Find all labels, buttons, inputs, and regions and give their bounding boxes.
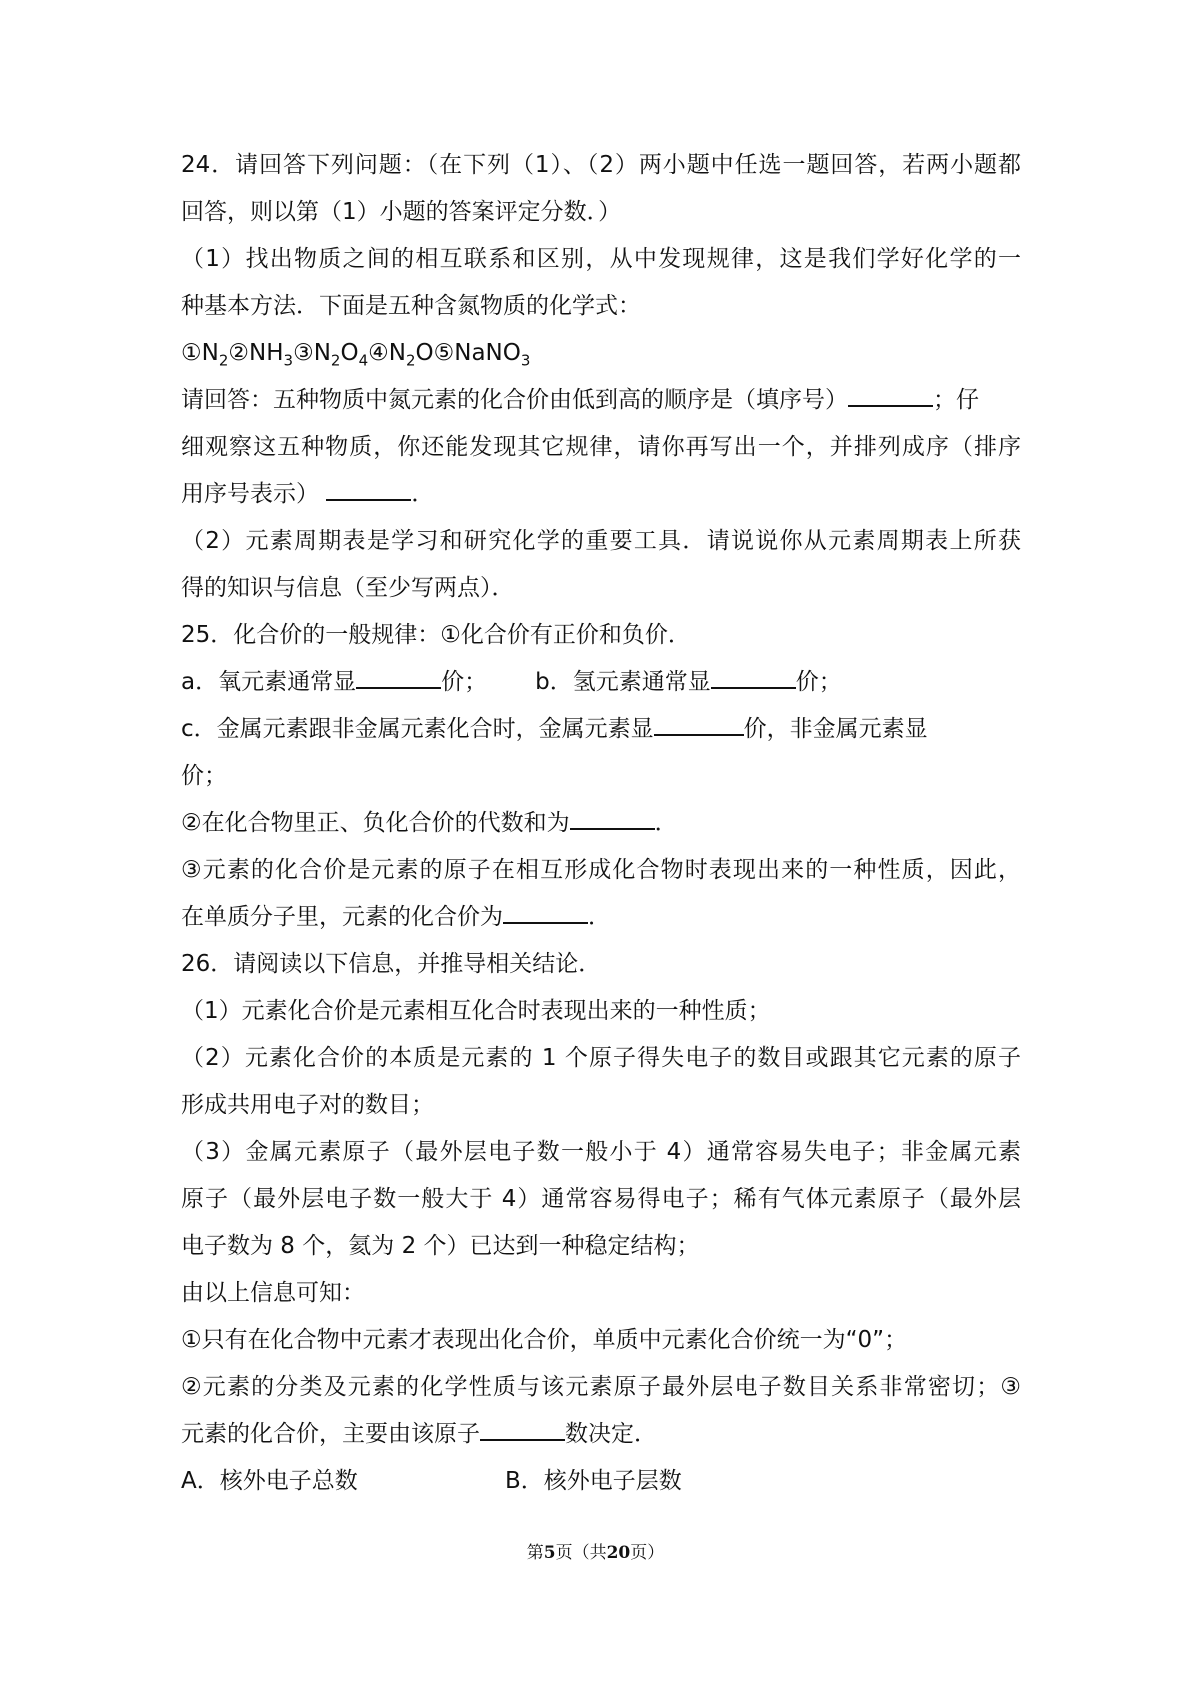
q26-conclusion-2-line-1: ②元素的分类及元素的化学性质与该元素原子最外层电子数目关系非常密切；③	[181, 1374, 1021, 1400]
answer-blank[interactable]	[848, 379, 933, 407]
q24-part2-line-1: （2）元素周期表是学习和研究化学的重要工具．请说说你从元素周期表上所获	[181, 528, 1021, 554]
page-footer: 第5页（共20页）	[526, 1543, 665, 1563]
q24-part2-line-2: 得的知识与信息（至少写两点）．	[181, 575, 515, 601]
answer-blank[interactable]	[356, 661, 441, 689]
answer-blank[interactable]	[711, 661, 796, 689]
q26-info-2-line-1: （2）元素化合价的本质是元素的 1 个原子得失电子的数目或跟其它元素的原子	[181, 1045, 1021, 1071]
answer-blank[interactable]	[570, 802, 655, 830]
option-b[interactable]: B．核外电子层数	[505, 1468, 682, 1494]
q25-rule-3-line-1: ③元素的化合价是元素的原子在相互形成化合物时表现出来的一种性质，因此，	[181, 857, 1021, 883]
q24-ask-line-3: 用序号表示） ．	[181, 471, 1021, 518]
q26-line-1: 26．请阅读以下信息，并推导相关结论．	[181, 951, 602, 977]
q26-conclusion-1: ①只有在化合物中元素才表现出化合价，单质中元素化合价统一为“0”；	[181, 1327, 908, 1353]
page-number: 5	[543, 1543, 556, 1563]
formula-nano3: NaNO$_3$	[454, 340, 531, 370]
q26-info-3-line-2: 原子（最外层电子数一般大于 4）通常容易得电子；稀有气体元素原子（最外层	[181, 1186, 1021, 1212]
q24-line-2: 回答，则以第（1）小题的答案评定分数．）	[181, 199, 622, 225]
answer-blank[interactable]	[654, 708, 744, 736]
answer-blank[interactable]	[503, 896, 588, 924]
answer-blank[interactable]	[480, 1413, 565, 1441]
formula-mark-2: ②	[228, 340, 250, 366]
q26-info-1: （1）元素化合价是元素相互化合时表现出来的一种性质；	[181, 998, 771, 1024]
q24-ask-line-2: 细观察这五种物质，你还能发现其它规律，请你再写出一个，并排列成序（排序	[181, 434, 1021, 460]
q25-line-1: 25．化合价的一般规律：①化合价有正价和负价．	[181, 622, 691, 648]
formula-mark-5: ⑤	[433, 340, 455, 366]
option-a[interactable]: A．核外电子总数	[181, 1468, 358, 1494]
q25-item-c-line-2: 价；	[181, 763, 227, 789]
q24-ask-line-1: 请回答：五种物质中氮元素的化合价由低到高的顺序是（填序号） ；仔	[181, 377, 1021, 424]
q26-known: 由以上信息可知：	[181, 1280, 365, 1306]
q26-info-3-line-1: （3）金属元素原子（最外层电子数一般小于 4）通常容易失电子；非金属元素	[181, 1139, 1021, 1165]
formula-n2o: $N_2O$	[388, 340, 434, 370]
q24-formulas	[181, 330, 1021, 377]
answer-blank[interactable]	[326, 473, 411, 501]
q26-info-3-line-3: 电子数为 8 个，氦为 2 个）已达到一种稳定结构；	[181, 1233, 700, 1259]
q26-info-2-line-2: 形成共用电子对的数目；	[181, 1092, 434, 1118]
q26-conclusion-2-line-2: 元素的化合价，主要由该原子 数决定．	[181, 1411, 1021, 1458]
formula-mark-4: ④	[368, 340, 389, 366]
q25-rule-3-line-2: 在单质分子里，元素的化合价为 ．	[181, 894, 1021, 941]
q26-options	[181, 1458, 1021, 1505]
q24-part1-line-1: （1）找出物质之间的相互联系和区别，从中发现规律，这是我们学好化学的一	[181, 246, 1021, 272]
formula-nh3: $NH_3$	[249, 340, 294, 370]
formula-mark-1: ①	[181, 340, 202, 366]
q25-item-c: c．金属元素跟非金属元素化合时，金属元素显 价，非金属元素显	[181, 706, 1021, 753]
formula-mark-3: ③	[293, 340, 314, 366]
q25-item-ab: a．氧元素通常显 价； b．氢元素通常显 价；	[181, 659, 1021, 706]
formula-n2o4: $N_2O_4$	[313, 340, 369, 370]
formula-n2: $N_2$	[201, 340, 229, 370]
q24-part1-line-2: 种基本方法．下面是五种含氮物质的化学式：	[181, 293, 641, 319]
q25-rule-2: ②在化合物里正、负化合价的代数和为 ．	[181, 800, 1021, 847]
q24-line-1: 24．请回答下列问题：（在下列（1）、（2）两小题中任选一题回答，若两小题都	[181, 152, 1021, 178]
total-pages: 20	[606, 1543, 631, 1563]
document-body	[181, 142, 1021, 1505]
